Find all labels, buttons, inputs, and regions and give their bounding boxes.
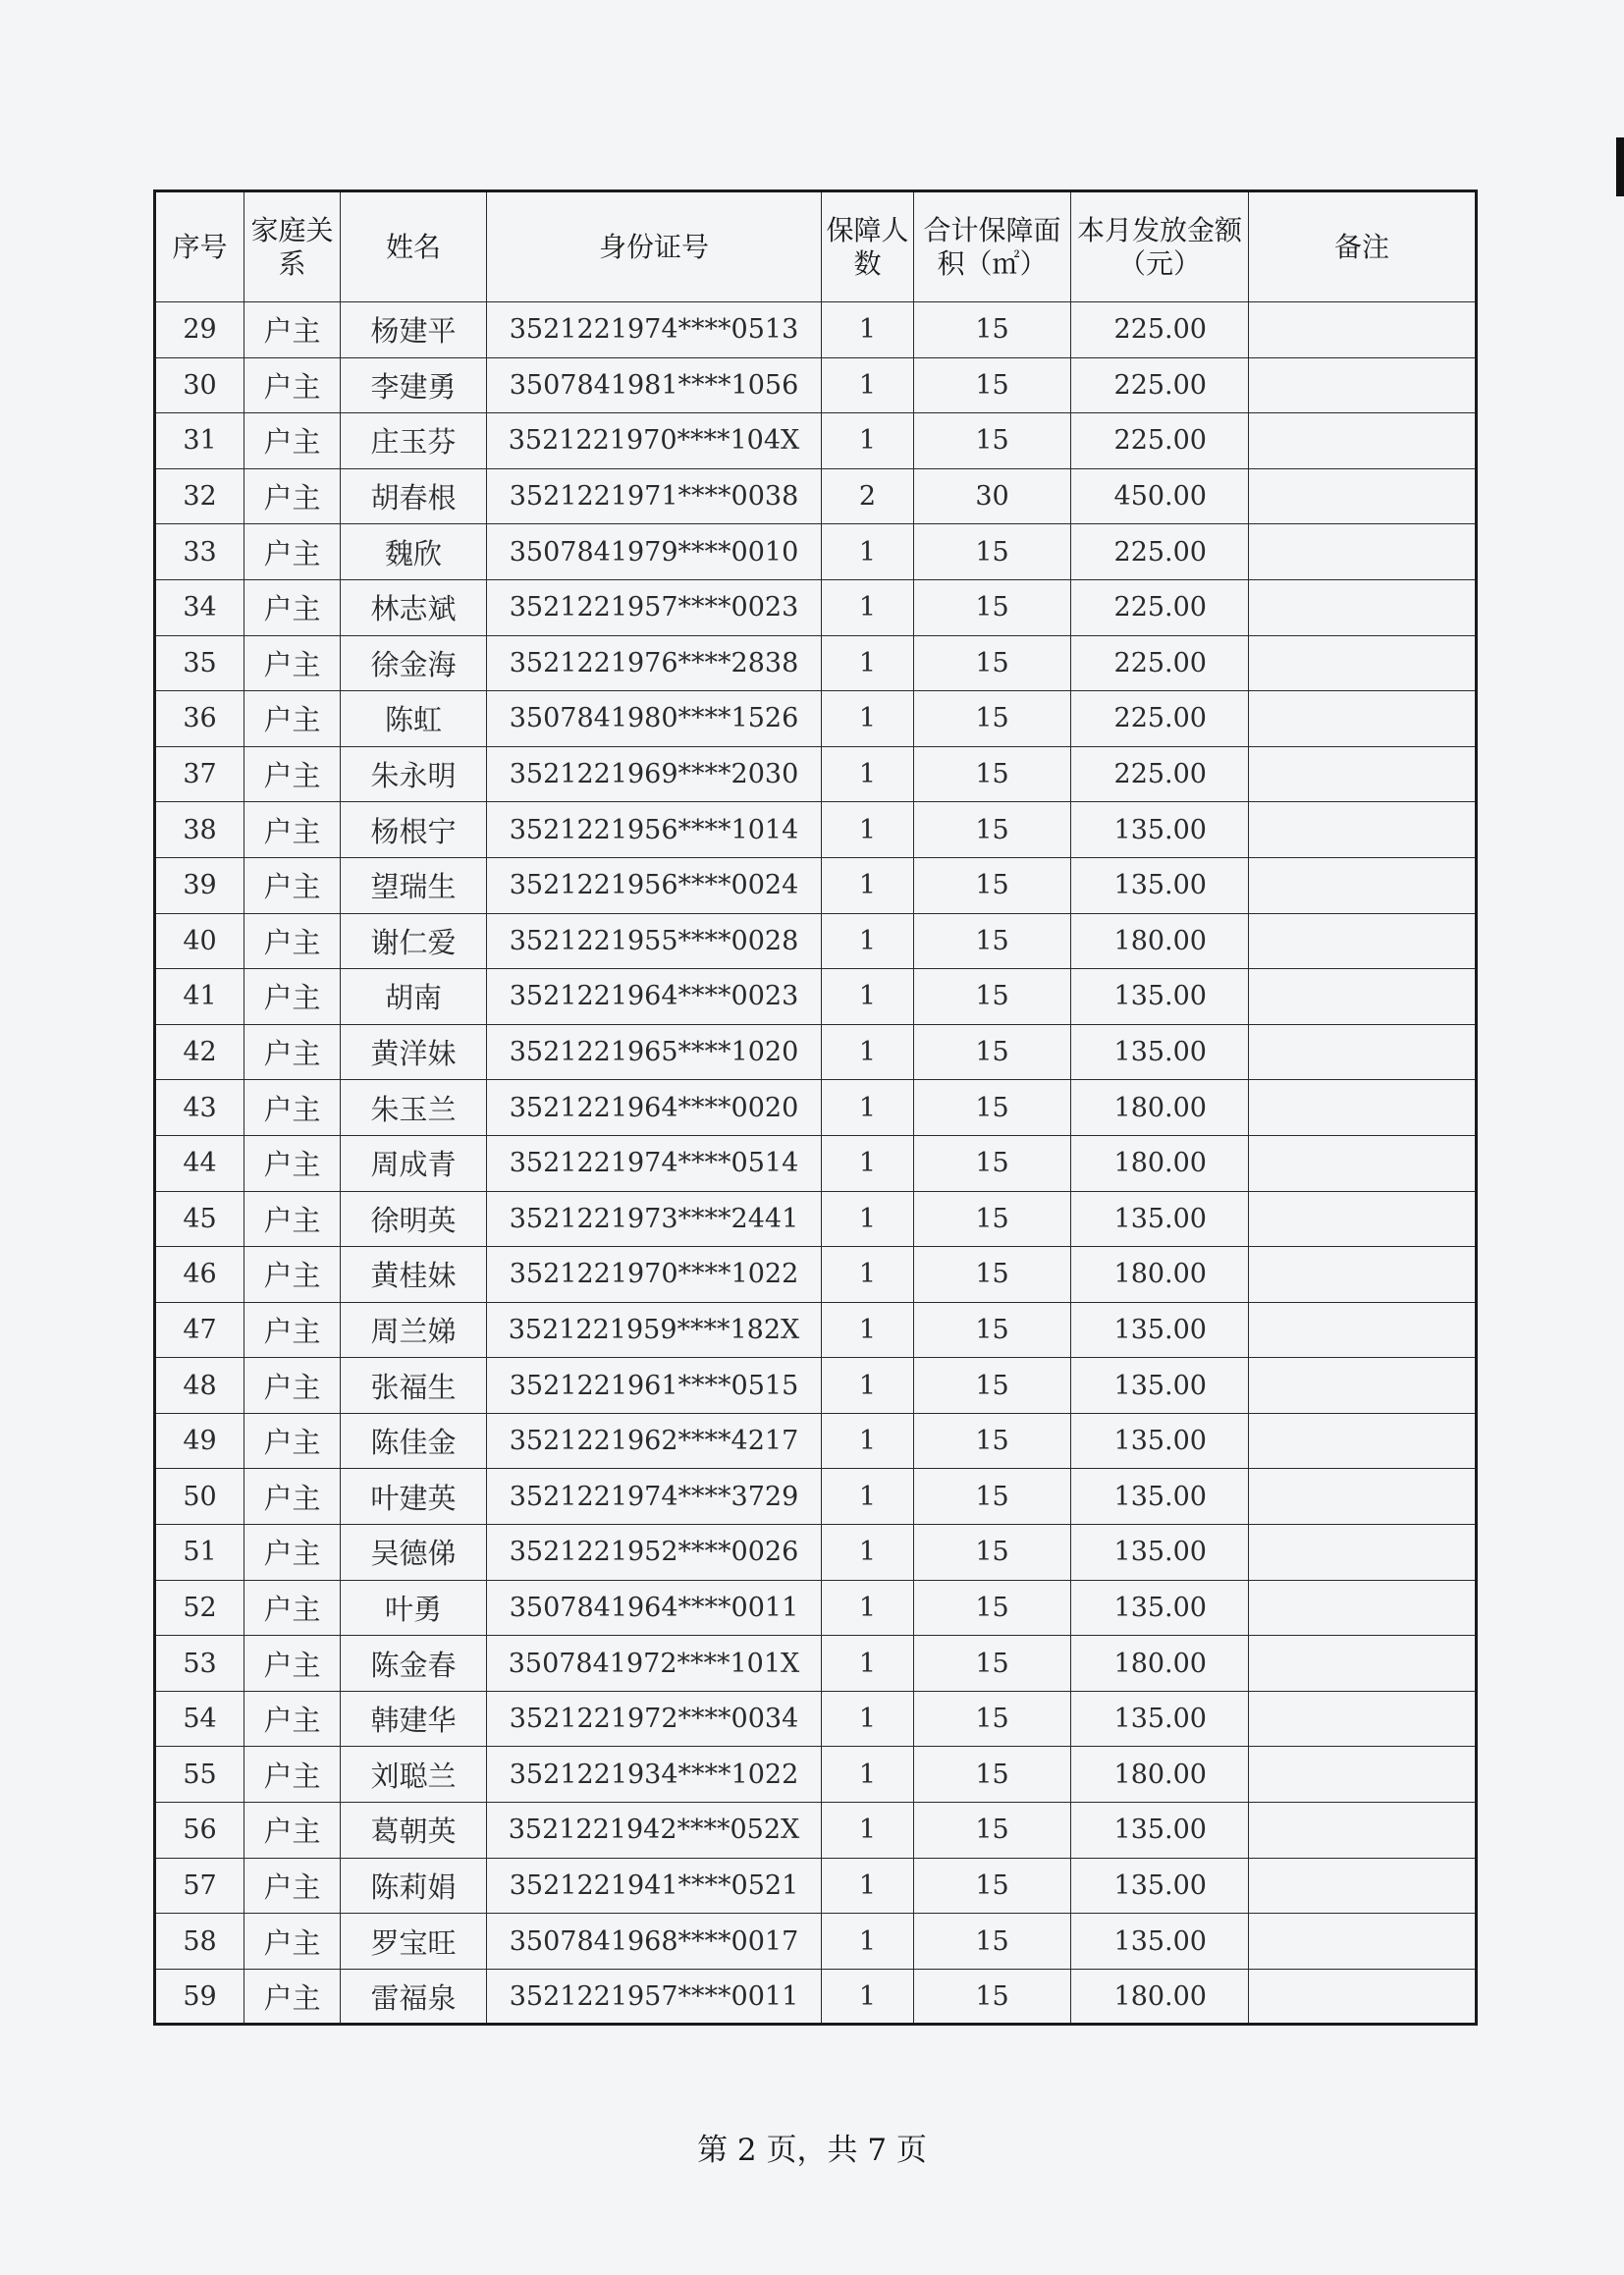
cell-persons: 1 [822, 1191, 914, 1247]
cell-id-number: 3521221976****2838 [487, 635, 822, 691]
cell-id-number: 3521221964****0023 [487, 969, 822, 1025]
cell-remark [1249, 1024, 1477, 1080]
header-seq: 序号 [155, 191, 244, 302]
cell-persons: 1 [822, 1302, 914, 1358]
header-id-number: 身份证号 [487, 191, 822, 302]
cell-remark [1249, 357, 1477, 413]
cell-relation: 户主 [244, 579, 341, 635]
cell-amount: 135.00 [1071, 802, 1249, 858]
cell-seq: 33 [155, 524, 244, 580]
cell-remark [1249, 524, 1477, 580]
cell-relation: 户主 [244, 1135, 341, 1191]
table-row [155, 1247, 1477, 1303]
cell-id-number: 3521221974****0513 [487, 302, 822, 358]
table-row [155, 802, 1477, 858]
cell-remark [1249, 969, 1477, 1025]
cell-id-number: 3521221961****0515 [487, 1358, 822, 1414]
cell-name: 周兰娣 [341, 1302, 487, 1358]
cell-amount: 225.00 [1071, 579, 1249, 635]
cell-amount: 135.00 [1071, 1469, 1249, 1525]
cell-area: 15 [914, 969, 1071, 1025]
cell-amount: 135.00 [1071, 969, 1249, 1025]
cell-amount: 135.00 [1071, 1302, 1249, 1358]
cell-remark [1249, 691, 1477, 747]
cell-amount: 135.00 [1071, 1580, 1249, 1636]
cell-name: 胡春根 [341, 468, 487, 524]
cell-name: 叶勇 [341, 1580, 487, 1636]
cell-remark [1249, 1135, 1477, 1191]
cell-amount: 225.00 [1071, 357, 1249, 413]
table-row [155, 1191, 1477, 1247]
cell-amount: 225.00 [1071, 635, 1249, 691]
subsidy-table [153, 190, 1478, 2026]
cell-relation: 户主 [244, 1803, 341, 1859]
cell-name: 朱玉兰 [341, 1080, 487, 1136]
cell-name: 望瑞生 [341, 857, 487, 913]
cell-id-number: 3507841968****0017 [487, 1914, 822, 1970]
table-row [155, 1803, 1477, 1859]
cell-name: 韩建华 [341, 1691, 487, 1747]
cell-amount: 180.00 [1071, 1636, 1249, 1692]
page-footer [0, 2125, 1624, 2169]
cell-name: 雷福泉 [341, 1969, 487, 2025]
cell-seq: 52 [155, 1580, 244, 1636]
cell-id-number: 3507841980****1526 [487, 691, 822, 747]
cell-relation: 户主 [244, 302, 341, 358]
cell-persons: 1 [822, 1080, 914, 1136]
cell-area: 15 [914, 635, 1071, 691]
cell-persons: 1 [822, 524, 914, 580]
cell-seq: 47 [155, 1302, 244, 1358]
cell-id-number: 3521221970****104X [487, 413, 822, 469]
cell-persons: 1 [822, 1358, 914, 1414]
cell-relation: 户主 [244, 357, 341, 413]
table-row [155, 691, 1477, 747]
table-body [155, 302, 1477, 2025]
cell-id-number: 3521221957****0011 [487, 1969, 822, 2025]
cell-relation: 户主 [244, 1247, 341, 1303]
cell-remark [1249, 1525, 1477, 1581]
cell-persons: 1 [822, 1247, 914, 1303]
cell-remark [1249, 1469, 1477, 1525]
cell-remark [1249, 1247, 1477, 1303]
cell-persons: 1 [822, 746, 914, 802]
cell-seq: 43 [155, 1080, 244, 1136]
cell-amount: 225.00 [1071, 524, 1249, 580]
cell-remark [1249, 1302, 1477, 1358]
cell-id-number: 3521221942****052X [487, 1803, 822, 1859]
table-row [155, 1691, 1477, 1747]
cell-relation: 户主 [244, 913, 341, 969]
cell-amount: 225.00 [1071, 691, 1249, 747]
cell-relation: 户主 [244, 1358, 341, 1414]
table-row [155, 1858, 1477, 1914]
cell-relation: 户主 [244, 1413, 341, 1469]
cell-name: 徐金海 [341, 635, 487, 691]
cell-amount: 180.00 [1071, 913, 1249, 969]
cell-area: 15 [914, 1803, 1071, 1859]
cell-amount: 135.00 [1071, 1525, 1249, 1581]
cell-relation: 户主 [244, 1969, 341, 2025]
cell-area: 15 [914, 1191, 1071, 1247]
cell-relation: 户主 [244, 1636, 341, 1692]
cell-remark [1249, 1691, 1477, 1747]
cell-area: 15 [914, 413, 1071, 469]
cell-seq: 51 [155, 1525, 244, 1581]
cell-area: 15 [914, 913, 1071, 969]
cell-remark [1249, 1580, 1477, 1636]
cell-amount: 225.00 [1071, 413, 1249, 469]
cell-persons: 1 [822, 635, 914, 691]
table-row [155, 1024, 1477, 1080]
table-row [155, 524, 1477, 580]
cell-seq: 39 [155, 857, 244, 913]
cell-name: 杨根宁 [341, 802, 487, 858]
table-row [155, 1525, 1477, 1581]
cell-persons: 1 [822, 857, 914, 913]
cell-name: 周成青 [341, 1135, 487, 1191]
cell-seq: 50 [155, 1469, 244, 1525]
cell-area: 15 [914, 1969, 1071, 2025]
cell-area: 15 [914, 357, 1071, 413]
cell-name: 陈莉娟 [341, 1858, 487, 1914]
cell-area: 15 [914, 1247, 1071, 1303]
cell-name: 吴德俤 [341, 1525, 487, 1581]
table-row [155, 468, 1477, 524]
cell-remark [1249, 1858, 1477, 1914]
cell-relation: 户主 [244, 746, 341, 802]
cell-persons: 1 [822, 691, 914, 747]
cell-name: 李建勇 [341, 357, 487, 413]
cell-amount: 225.00 [1071, 302, 1249, 358]
cell-relation: 户主 [244, 413, 341, 469]
cell-area: 15 [914, 691, 1071, 747]
cell-amount: 135.00 [1071, 1914, 1249, 1970]
cell-name: 徐明英 [341, 1191, 487, 1247]
cell-id-number: 3521221974****3729 [487, 1469, 822, 1525]
cell-relation: 户主 [244, 524, 341, 580]
cell-name: 黄洋妹 [341, 1024, 487, 1080]
cell-seq: 58 [155, 1914, 244, 1970]
cell-relation: 户主 [244, 1691, 341, 1747]
cell-seq: 46 [155, 1247, 244, 1303]
header-name: 姓名 [341, 191, 487, 302]
cell-area: 15 [914, 579, 1071, 635]
cell-id-number: 3521221965****1020 [487, 1024, 822, 1080]
cell-seq: 31 [155, 413, 244, 469]
table-row [155, 1580, 1477, 1636]
cell-area: 15 [914, 1302, 1071, 1358]
cell-area: 15 [914, 1024, 1071, 1080]
cell-id-number: 3521221952****0026 [487, 1525, 822, 1581]
cell-id-number: 3521221956****1014 [487, 802, 822, 858]
cell-id-number: 3521221962****4217 [487, 1413, 822, 1469]
cell-persons: 1 [822, 1858, 914, 1914]
scan-edge-mark [1616, 137, 1624, 196]
table-row [155, 302, 1477, 358]
cell-relation: 户主 [244, 1469, 341, 1525]
cell-amount: 135.00 [1071, 1413, 1249, 1469]
cell-name: 叶建英 [341, 1469, 487, 1525]
cell-name: 陈佳金 [341, 1413, 487, 1469]
cell-name: 陈虹 [341, 691, 487, 747]
table-row [155, 635, 1477, 691]
cell-amount: 135.00 [1071, 857, 1249, 913]
cell-relation: 户主 [244, 1858, 341, 1914]
cell-id-number: 3521221973****2441 [487, 1191, 822, 1247]
cell-id-number: 3507841972****101X [487, 1636, 822, 1692]
cell-persons: 1 [822, 1580, 914, 1636]
cell-id-number: 3521221957****0023 [487, 579, 822, 635]
cell-seq: 36 [155, 691, 244, 747]
cell-name: 魏欣 [341, 524, 487, 580]
cell-seq: 44 [155, 1135, 244, 1191]
table-row [155, 746, 1477, 802]
cell-amount: 180.00 [1071, 1135, 1249, 1191]
cell-remark [1249, 857, 1477, 913]
cell-persons: 1 [822, 969, 914, 1025]
cell-persons: 1 [822, 1803, 914, 1859]
cell-area: 15 [914, 1413, 1071, 1469]
cell-persons: 1 [822, 1024, 914, 1080]
cell-persons: 1 [822, 1691, 914, 1747]
table-row [155, 1747, 1477, 1803]
table-row [155, 1080, 1477, 1136]
cell-remark [1249, 468, 1477, 524]
cell-remark [1249, 1747, 1477, 1803]
cell-persons: 1 [822, 579, 914, 635]
header-persons: 保障人数 [822, 191, 914, 302]
cell-id-number: 3521221972****0034 [487, 1691, 822, 1747]
cell-relation: 户主 [244, 969, 341, 1025]
cell-persons: 1 [822, 1914, 914, 1970]
cell-seq: 54 [155, 1691, 244, 1747]
cell-relation: 户主 [244, 1914, 341, 1970]
cell-relation: 户主 [244, 1080, 341, 1136]
cell-remark [1249, 635, 1477, 691]
cell-area: 15 [914, 1636, 1071, 1692]
cell-area: 15 [914, 1525, 1071, 1581]
cell-area: 15 [914, 1858, 1071, 1914]
cell-name: 黄桂妹 [341, 1247, 487, 1303]
table-row [155, 913, 1477, 969]
cell-id-number: 3521221970****1022 [487, 1247, 822, 1303]
cell-name: 葛朝英 [341, 1803, 487, 1859]
cell-name: 胡南 [341, 969, 487, 1025]
cell-persons: 2 [822, 468, 914, 524]
cell-persons: 1 [822, 413, 914, 469]
cell-id-number: 3521221934****1022 [487, 1747, 822, 1803]
cell-seq: 57 [155, 1858, 244, 1914]
page-number: 第 2 页，共 7 页 [697, 2133, 927, 2168]
cell-amount: 180.00 [1071, 1747, 1249, 1803]
cell-relation: 户主 [244, 468, 341, 524]
cell-seq: 42 [155, 1024, 244, 1080]
cell-area: 15 [914, 1469, 1071, 1525]
cell-id-number: 3507841964****0011 [487, 1580, 822, 1636]
cell-seq: 29 [155, 302, 244, 358]
cell-id-number: 3521221955****0028 [487, 913, 822, 969]
cell-area: 15 [914, 1914, 1071, 1970]
cell-id-number: 3521221974****0514 [487, 1135, 822, 1191]
cell-seq: 53 [155, 1636, 244, 1692]
cell-relation: 户主 [244, 1747, 341, 1803]
table-row [155, 1636, 1477, 1692]
cell-remark [1249, 413, 1477, 469]
cell-seq: 45 [155, 1191, 244, 1247]
table-row [155, 579, 1477, 635]
table-row [155, 1914, 1477, 1970]
cell-remark [1249, 302, 1477, 358]
cell-persons: 1 [822, 1413, 914, 1469]
cell-id-number: 3521221941****0521 [487, 1858, 822, 1914]
cell-area: 15 [914, 1747, 1071, 1803]
cell-seq: 49 [155, 1413, 244, 1469]
cell-amount: 450.00 [1071, 468, 1249, 524]
cell-seq: 34 [155, 579, 244, 635]
cell-remark [1249, 1413, 1477, 1469]
cell-name: 罗宝旺 [341, 1914, 487, 1970]
cell-amount: 180.00 [1071, 1080, 1249, 1136]
table-row [155, 1969, 1477, 2025]
header-row [155, 191, 1477, 302]
cell-area: 15 [914, 1358, 1071, 1414]
cell-amount: 135.00 [1071, 1358, 1249, 1414]
cell-area: 15 [914, 802, 1071, 858]
cell-seq: 40 [155, 913, 244, 969]
cell-remark [1249, 913, 1477, 969]
cell-remark [1249, 1080, 1477, 1136]
header-area: 合计保障面积（㎡） [914, 191, 1071, 302]
cell-name: 谢仁爱 [341, 913, 487, 969]
cell-persons: 1 [822, 1469, 914, 1525]
cell-name: 朱永明 [341, 746, 487, 802]
cell-amount: 180.00 [1071, 1247, 1249, 1303]
cell-persons: 1 [822, 302, 914, 358]
cell-remark [1249, 1191, 1477, 1247]
cell-id-number: 3507841981****1056 [487, 357, 822, 413]
cell-amount: 180.00 [1071, 1969, 1249, 2025]
cell-seq: 37 [155, 746, 244, 802]
table-row [155, 1413, 1477, 1469]
cell-name: 杨建平 [341, 302, 487, 358]
cell-remark [1249, 802, 1477, 858]
cell-seq: 30 [155, 357, 244, 413]
cell-seq: 59 [155, 1969, 244, 2025]
cell-id-number: 3521221969****2030 [487, 746, 822, 802]
cell-persons: 1 [822, 1135, 914, 1191]
cell-remark [1249, 1914, 1477, 1970]
cell-relation: 户主 [244, 1525, 341, 1581]
cell-area: 15 [914, 302, 1071, 358]
cell-name: 林志斌 [341, 579, 487, 635]
cell-amount: 135.00 [1071, 1191, 1249, 1247]
cell-name: 张福生 [341, 1358, 487, 1414]
cell-amount: 135.00 [1071, 1024, 1249, 1080]
cell-area: 15 [914, 1691, 1071, 1747]
cell-seq: 35 [155, 635, 244, 691]
cell-remark [1249, 579, 1477, 635]
cell-id-number: 3507841979****0010 [487, 524, 822, 580]
cell-area: 15 [914, 857, 1071, 913]
cell-name: 刘聪兰 [341, 1747, 487, 1803]
cell-relation: 户主 [244, 691, 341, 747]
cell-id-number: 3521221971****0038 [487, 468, 822, 524]
table-row [155, 857, 1477, 913]
cell-amount: 225.00 [1071, 746, 1249, 802]
cell-name: 庄玉芬 [341, 413, 487, 469]
cell-relation: 户主 [244, 1302, 341, 1358]
cell-remark [1249, 746, 1477, 802]
cell-persons: 1 [822, 1747, 914, 1803]
cell-id-number: 3521221956****0024 [487, 857, 822, 913]
cell-persons: 1 [822, 913, 914, 969]
cell-id-number: 3521221959****182X [487, 1302, 822, 1358]
cell-persons: 1 [822, 357, 914, 413]
header-amount: 本月发放金额（元） [1071, 191, 1249, 302]
cell-seq: 55 [155, 1747, 244, 1803]
cell-area: 15 [914, 1135, 1071, 1191]
cell-area: 15 [914, 524, 1071, 580]
cell-area: 15 [914, 746, 1071, 802]
cell-seq: 38 [155, 802, 244, 858]
cell-area: 30 [914, 468, 1071, 524]
cell-amount: 135.00 [1071, 1691, 1249, 1747]
cell-area: 15 [914, 1580, 1071, 1636]
cell-relation: 户主 [244, 857, 341, 913]
cell-persons: 1 [822, 802, 914, 858]
table-row [155, 1469, 1477, 1525]
cell-amount: 135.00 [1071, 1803, 1249, 1859]
cell-relation: 户主 [244, 1024, 341, 1080]
table-row [155, 1135, 1477, 1191]
cell-remark [1249, 1803, 1477, 1859]
cell-seq: 32 [155, 468, 244, 524]
cell-seq: 56 [155, 1803, 244, 1859]
cell-relation: 户主 [244, 635, 341, 691]
cell-relation: 户主 [244, 1580, 341, 1636]
header-remark: 备注 [1249, 191, 1477, 302]
table-row [155, 357, 1477, 413]
table-row [155, 1358, 1477, 1414]
table-row [155, 1302, 1477, 1358]
cell-remark [1249, 1969, 1477, 2025]
table-row [155, 413, 1477, 469]
cell-seq: 48 [155, 1358, 244, 1414]
cell-persons: 1 [822, 1636, 914, 1692]
cell-persons: 1 [822, 1525, 914, 1581]
cell-relation: 户主 [244, 802, 341, 858]
cell-remark [1249, 1636, 1477, 1692]
cell-area: 15 [914, 1080, 1071, 1136]
cell-id-number: 3521221964****0020 [487, 1080, 822, 1136]
cell-remark [1249, 1358, 1477, 1414]
cell-relation: 户主 [244, 1191, 341, 1247]
table-row [155, 969, 1477, 1025]
cell-amount: 135.00 [1071, 1858, 1249, 1914]
header-relation: 家庭关系 [244, 191, 341, 302]
cell-seq: 41 [155, 969, 244, 1025]
cell-name: 陈金春 [341, 1636, 487, 1692]
cell-persons: 1 [822, 1969, 914, 2025]
